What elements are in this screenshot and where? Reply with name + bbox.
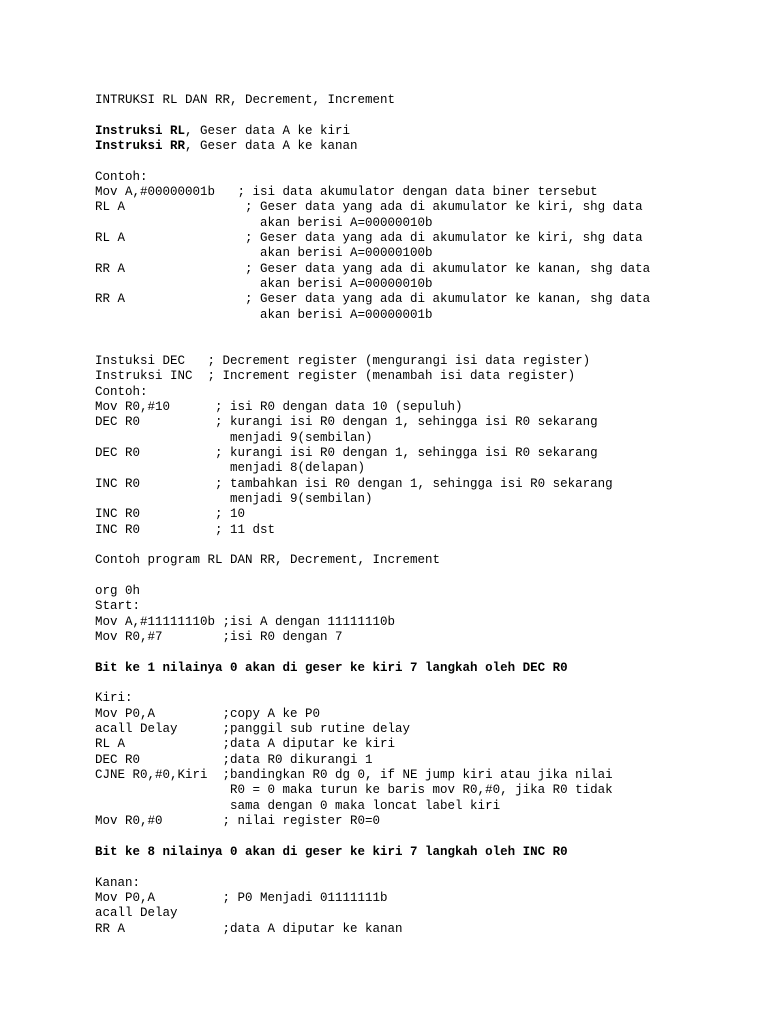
line-text: CJNE R0,#0,Kiri ;bandingkan R0 dg 0, if NE jump kiri atau jika nilai — [95, 768, 613, 783]
document-line — [95, 676, 755, 691]
document-line — [95, 830, 755, 845]
document-line — [95, 139, 755, 154]
line-text: Start: — [95, 599, 141, 614]
line-text: Mov R0,#0 ; nilai register R0=0 — [95, 814, 381, 829]
document-line — [95, 891, 755, 906]
document-line — [95, 630, 755, 645]
line-text: Kanan: — [95, 875, 141, 890]
line-text: Contoh: — [95, 384, 148, 399]
line-text: DEC R0 ;data R0 dikurangi 1 — [95, 752, 373, 767]
line-text: R0 = 0 maka turun ke baris mov R0,#0, jika R0 tidak — [95, 783, 613, 798]
document-line — [95, 722, 755, 737]
document-line — [95, 799, 755, 814]
document-line — [95, 783, 755, 798]
document-line — [95, 876, 755, 891]
document-line — [95, 231, 755, 246]
bold-text: Instruksi RL — [95, 123, 186, 138]
document-lines — [95, 93, 755, 937]
line-text: RL A ; Geser data yang ada di akumulator ke kiri, shg data — [95, 231, 643, 246]
document-line — [95, 354, 755, 369]
document-line — [95, 446, 755, 461]
document-line — [95, 661, 755, 676]
line-text: Mov P0,A ; P0 Menjadi 01111111b — [95, 890, 388, 905]
line-text: akan berisi A=00000010b — [95, 215, 433, 230]
document-line — [95, 707, 755, 722]
document-line — [95, 599, 755, 614]
line-text: RR A ; Geser data yang ada di akumulator ke kanan, shg data — [95, 261, 651, 276]
document-line — [95, 538, 755, 553]
line-text: Instruksi INC ; Increment register (menambah isi data register) — [95, 369, 576, 384]
document-line — [95, 216, 755, 231]
document-line — [95, 277, 755, 292]
document-line — [95, 477, 755, 492]
document-line — [95, 906, 755, 921]
line-text: akan berisi A=00000100b — [95, 246, 433, 261]
document-line — [95, 185, 755, 200]
line-text: org 0h — [95, 584, 141, 598]
document-line — [95, 323, 755, 338]
document-line — [95, 814, 755, 829]
line-text: RL A ;data A diputar ke kiri — [95, 737, 396, 752]
document-line — [95, 431, 755, 446]
document-line — [95, 385, 755, 400]
line-text: RR A ; Geser data yang ada di akumulator ke kanan, shg data — [95, 292, 651, 307]
document-line — [95, 246, 755, 261]
line-text: INTRUKSI RL DAN RR, Decrement, Increment — [95, 93, 396, 107]
document-line — [95, 339, 755, 354]
line-text: sama dengan 0 maka loncat label kiri — [95, 798, 501, 813]
line-text: akan berisi A=00000010b — [95, 277, 433, 292]
document-line — [95, 200, 755, 215]
document-line — [95, 170, 755, 185]
document-line — [95, 507, 755, 522]
document-line — [95, 691, 755, 706]
document-line — [95, 461, 755, 476]
document-line — [95, 753, 755, 768]
document-line — [95, 768, 755, 783]
line-text: Contoh program RL DAN RR, Decrement, Increment — [95, 553, 441, 568]
line-text: menjadi 9(sembilan) — [95, 491, 373, 506]
document-line — [95, 292, 755, 307]
line-text: acall Delay — [95, 906, 178, 921]
line-text: INC R0 ; 11 dst — [95, 522, 276, 537]
line-text: DEC R0 ; kurangi isi R0 dengan 1, sehingga isi R0 sekarang — [95, 445, 598, 460]
document-line — [95, 124, 755, 139]
line-text: Mov P0,A ;copy A ke P0 — [95, 706, 321, 721]
document-line — [95, 645, 755, 660]
line-text: RR A ;data A diputar ke kanan — [95, 921, 403, 936]
line-text: menjadi 8(delapan) — [95, 461, 366, 476]
document-line — [95, 108, 755, 123]
bold-text: Instruksi RR — [95, 139, 186, 154]
line-text: , Geser data A ke kiri — [185, 123, 351, 138]
document-line — [95, 308, 755, 323]
bold-text: Bit ke 1 nilainya 0 akan di geser ke kiri 7 langkah oleh DEC R0 — [95, 660, 568, 675]
document-line — [95, 860, 755, 875]
line-text: akan berisi A=00000001b — [95, 307, 433, 322]
line-text: INC R0 ; 10 — [95, 507, 246, 522]
line-text: , Geser data A ke kanan — [185, 139, 358, 154]
document-line — [95, 93, 755, 108]
line-text: DEC R0 ; kurangi isi R0 dengan 1, sehingga isi R0 sekarang — [95, 415, 598, 430]
line-text: Contoh: — [95, 169, 148, 184]
document-line — [95, 369, 755, 384]
document-line — [95, 553, 755, 568]
document-line — [95, 262, 755, 277]
line-text: INC R0 ; tambahkan isi R0 dengan 1, sehingga isi R0 sekarang — [95, 476, 613, 491]
document-line — [95, 922, 755, 937]
document-line — [95, 523, 755, 538]
line-text: Mov A,#00000001b ; isi data akumulator dengan data biner tersebut — [95, 185, 598, 200]
line-text: Mov R0,#7 ;isi R0 dengan 7 — [95, 630, 343, 645]
line-text: acall Delay ;panggil sub rutine delay — [95, 722, 411, 737]
line-text: menjadi 9(sembilan) — [95, 430, 373, 445]
document-line — [95, 492, 755, 507]
document-line — [95, 415, 755, 430]
document-line — [95, 154, 755, 169]
line-text: Mov A,#11111110b ;isi A dengan 11111110b — [95, 614, 396, 629]
document-line — [95, 584, 755, 599]
document-line — [95, 737, 755, 752]
line-text: Instuksi DEC ; Decrement register (mengurangi isi data register) — [95, 353, 591, 368]
line-text: Kiri: — [95, 691, 133, 706]
document-line — [95, 845, 755, 860]
bold-text: Bit ke 8 nilainya 0 akan di geser ke kiri 7 langkah oleh INC R0 — [95, 844, 568, 859]
document-line — [95, 400, 755, 415]
document-line — [95, 615, 755, 630]
line-text: RL A ; Geser data yang ada di akumulator ke kiri, shg data — [95, 200, 643, 215]
document-line — [95, 569, 755, 584]
line-text: Mov R0,#10 ; isi R0 dengan data 10 (sepuluh) — [95, 399, 463, 414]
